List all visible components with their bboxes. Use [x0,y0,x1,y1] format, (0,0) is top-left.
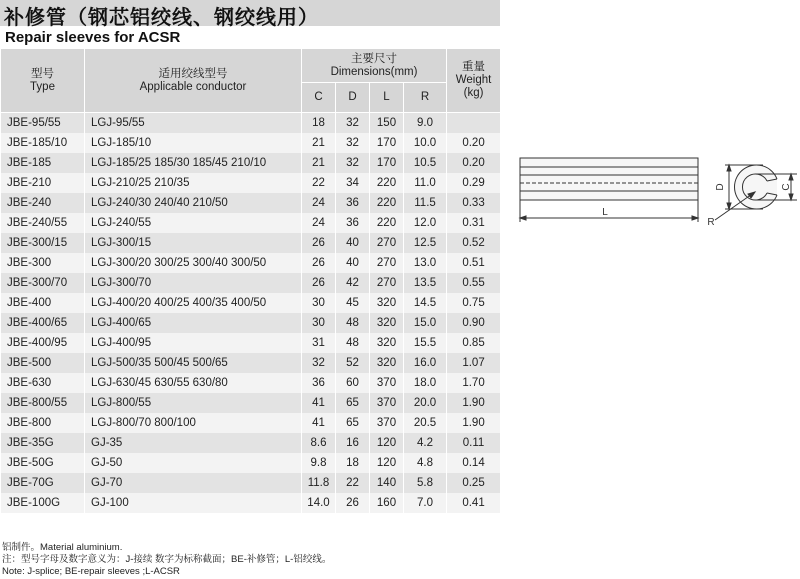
table-row [1,413,501,433]
cell-weight: 0.52 [447,233,501,253]
cell-weight [447,113,501,134]
cell-r: 7.0 [404,493,447,513]
header-weight [447,49,501,113]
cell-conductor: LGJ-400/65 [85,313,302,333]
cell-d: 34 [336,173,370,193]
cell-weight: 0.20 [447,153,501,173]
label-l: L [602,207,608,218]
cell-d: 40 [336,233,370,253]
cell-l: 270 [370,253,404,273]
cell-r: 4.2 [404,433,447,453]
cell-weight: 0.31 [447,213,501,233]
cell-r: 18.0 [404,373,447,393]
cell-r: 4.8 [404,453,447,473]
cell-weight: 0.41 [447,493,501,513]
cell-d: 16 [336,433,370,453]
label-c: C [781,183,792,191]
header-type-en: Type [30,80,55,93]
sleeve-side-view [520,158,698,222]
cell-weight: 0.29 [447,173,501,193]
cell-type: JBE-300/15 [1,233,85,253]
table-row [1,433,501,453]
table-row [1,253,501,273]
cell-d: 48 [336,333,370,353]
cell-conductor: LGJ-300/20 300/25 300/40 300/50 [85,253,302,273]
cell-d: 36 [336,213,370,233]
cell-type: JBE-240/55 [1,213,85,233]
cell-c: 26 [302,233,336,253]
cell-d: 22 [336,473,370,493]
table-row [1,333,501,353]
cell-d: 65 [336,393,370,413]
cell-r: 13.5 [404,273,447,293]
header-weight-unit: (kg) [463,87,484,99]
table-row [1,353,501,373]
cell-r: 12.5 [404,233,447,253]
header-dimensions-en: Dimensions(mm) [330,65,418,78]
cell-l: 120 [370,453,404,473]
cell-conductor: LGJ-630/45 630/55 630/80 [85,373,302,393]
cell-type: JBE-800/55 [1,393,85,413]
note-en: Note: J-splice; BE-repair sleeves ;L-ACSR [2,566,180,577]
cell-r: 11.0 [404,173,447,193]
cell-conductor: LGJ-240/55 [85,213,302,233]
cell-c: 21 [302,133,336,153]
cell-type: JBE-95/55 [1,113,85,134]
cell-type: JBE-400/65 [1,313,85,333]
cell-r: 20.5 [404,413,447,433]
table-row [1,113,501,134]
cell-type: JBE-400 [1,293,85,313]
cell-r: 11.5 [404,193,447,213]
cell-d: 60 [336,373,370,393]
cell-conductor: LGJ-210/25 210/35 [85,173,302,193]
cell-c: 26 [302,273,336,293]
cell-type: JBE-400/95 [1,333,85,353]
cell-c: 41 [302,393,336,413]
table-row [1,453,501,473]
cell-type: JBE-70G [1,473,85,493]
sleeve-end-view [715,165,797,220]
cell-type: JBE-210 [1,173,85,193]
cell-weight: 0.11 [447,433,501,453]
cell-type: JBE-300/70 [1,273,85,293]
cell-c: 24 [302,193,336,213]
cell-conductor: LGJ-185/25 185/30 185/45 210/10 [85,153,302,173]
cell-conductor: LGJ-300/70 [85,273,302,293]
header-r: R [404,83,447,113]
cell-conductor: LGJ-240/30 240/40 210/50 [85,193,302,213]
cell-d: 45 [336,293,370,313]
cell-weight: 0.75 [447,293,501,313]
page-title-en: Repair sleeves for ACSR [5,29,181,46]
table-row [1,173,501,193]
cell-c: 9.8 [302,453,336,473]
header-type-cn: 型号 [31,67,54,80]
cell-conductor: GJ-35 [85,433,302,453]
cell-c: 30 [302,293,336,313]
cell-l: 170 [370,153,404,173]
header-dimensions [302,49,447,83]
header-d: D [336,83,370,113]
cell-l: 150 [370,113,404,134]
cell-type: JBE-50G [1,453,85,473]
cell-l: 120 [370,433,404,453]
cell-conductor: LGJ-400/95 [85,333,302,353]
header-conductor-en: Applicable conductor [139,80,247,93]
table-body [1,113,501,514]
header-conductor-cn: 适用绞线型号 [158,67,228,80]
cell-r: 15.0 [404,313,447,333]
cell-weight: 1.90 [447,413,501,433]
cell-d: 18 [336,453,370,473]
cell-l: 220 [370,213,404,233]
table-row [1,213,501,233]
cell-c: 32 [302,353,336,373]
cell-r: 15.5 [404,333,447,353]
cell-r: 14.5 [404,293,447,313]
title-bar [0,0,500,29]
specification-table [0,48,501,513]
cell-r: 10.5 [404,153,447,173]
table-row [1,313,501,333]
cell-weight: 0.51 [447,253,501,273]
cell-c: 22 [302,173,336,193]
cell-c: 41 [302,413,336,433]
cell-c: 8.6 [302,433,336,453]
cell-c: 14.0 [302,493,336,513]
cell-weight: 1.90 [447,393,501,413]
label-r: R [707,217,715,228]
cell-c: 21 [302,153,336,173]
cell-c: 26 [302,253,336,273]
cell-c: 11.8 [302,473,336,493]
cell-l: 370 [370,393,404,413]
cell-r: 16.0 [404,353,447,373]
cell-d: 32 [336,113,370,134]
cell-d: 40 [336,253,370,273]
notes [2,542,331,578]
cell-l: 220 [370,193,404,213]
page-title-cn: 补修管（钢芯铝绞线、钢绞线用） [4,5,319,29]
cell-c: 30 [302,313,336,333]
cell-type: JBE-800 [1,413,85,433]
cell-conductor: LGJ-800/70 800/100 [85,413,302,433]
cell-conductor: LGJ-800/55 [85,393,302,413]
cell-c: 18 [302,113,336,134]
cell-conductor: GJ-70 [85,473,302,493]
cell-d: 36 [336,193,370,213]
cell-l: 370 [370,373,404,393]
cell-type: JBE-240 [1,193,85,213]
table-row [1,193,501,213]
header-weight-en: Weight [455,74,492,86]
cell-d: 32 [336,153,370,173]
cell-conductor: LGJ-300/15 [85,233,302,253]
cell-l: 320 [370,293,404,313]
cell-weight: 0.55 [447,273,501,293]
cell-d: 65 [336,413,370,433]
cell-weight: 0.90 [447,313,501,333]
cell-type: JBE-100G [1,493,85,513]
cell-l: 160 [370,493,404,513]
cell-c: 36 [302,373,336,393]
table-row [1,393,501,413]
cell-l: 220 [370,173,404,193]
table-row [1,493,501,513]
cell-type: JBE-630 [1,373,85,393]
cell-r: 12.0 [404,213,447,233]
table-row [1,153,501,173]
cell-r: 13.0 [404,253,447,273]
cell-l: 320 [370,353,404,373]
cell-type: JBE-35G [1,433,85,453]
header-l: L [370,83,404,113]
repair-sleeve-drawing [515,150,800,240]
cell-conductor: LGJ-500/35 500/45 500/65 [85,353,302,373]
cell-r: 9.0 [404,113,447,134]
cell-weight: 1.70 [447,373,501,393]
cell-l: 170 [370,133,404,153]
header-weight-cn: 重量 [462,61,486,73]
cell-c: 24 [302,213,336,233]
label-d: D [715,183,726,191]
table-row [1,473,501,493]
cell-weight: 1.07 [447,353,501,373]
cell-r: 20.0 [404,393,447,413]
cell-weight: 0.25 [447,473,501,493]
header-dimensions-cn: 主要尺寸 [351,52,398,65]
cell-weight: 0.33 [447,193,501,213]
note-material: 铝制件。Material aluminium. [2,542,123,553]
cell-conductor: LGJ-185/10 [85,133,302,153]
header-conductor [85,49,302,113]
cell-conductor: LGJ-95/55 [85,113,302,134]
table-row [1,233,501,253]
cell-r: 10.0 [404,133,447,153]
table-row [1,293,501,313]
cell-weight: 0.20 [447,133,501,153]
cell-l: 370 [370,413,404,433]
cell-l: 320 [370,333,404,353]
cell-type: JBE-185 [1,153,85,173]
cell-d: 52 [336,353,370,373]
cell-weight: 0.85 [447,333,501,353]
cell-r: 5.8 [404,473,447,493]
cell-conductor: GJ-100 [85,493,302,513]
table-row [1,273,501,293]
cell-conductor: LGJ-400/20 400/25 400/35 400/50 [85,293,302,313]
cell-c: 31 [302,333,336,353]
cell-type: JBE-185/10 [1,133,85,153]
cell-l: 270 [370,233,404,253]
cell-l: 270 [370,273,404,293]
cell-weight: 0.14 [447,453,501,473]
cell-d: 26 [336,493,370,513]
cell-type: JBE-500 [1,353,85,373]
cell-d: 42 [336,273,370,293]
cell-d: 48 [336,313,370,333]
cell-l: 140 [370,473,404,493]
header-type [1,49,85,113]
header-c: C [302,83,336,113]
cell-type: JBE-300 [1,253,85,273]
note-cn: 注：型号字母及数字意义为：J-接续 数字为标称截面；BE-补修管；L-铝绞线。 [2,554,332,565]
cell-conductor: GJ-50 [85,453,302,473]
cell-d: 32 [336,133,370,153]
table-row [1,373,501,393]
cell-l: 320 [370,313,404,333]
table-row [1,133,501,153]
